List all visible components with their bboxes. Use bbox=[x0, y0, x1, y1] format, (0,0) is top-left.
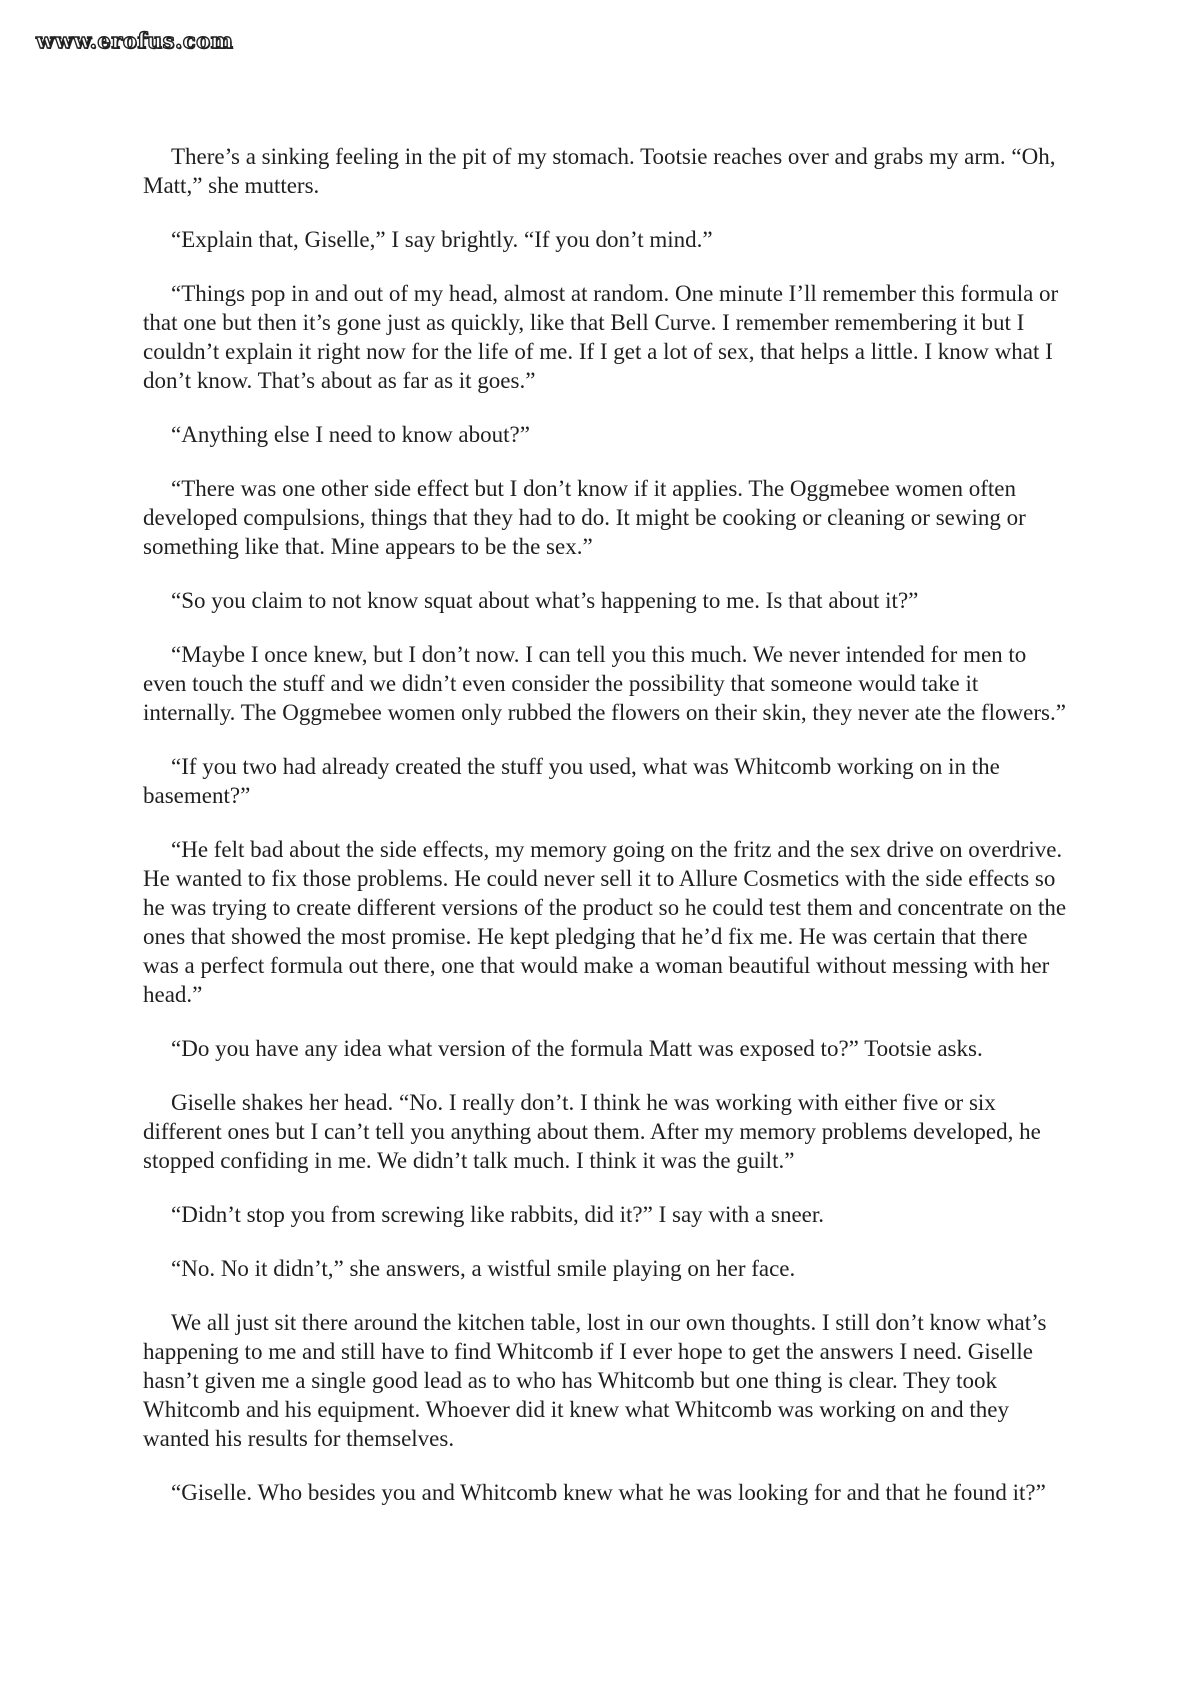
paragraph: “Giselle. Who besides you and Whitcomb knew what he was looking for and that he found it?” bbox=[171, 1480, 1046, 1505]
paragraph: “He felt bad about the side effects, my memory going on the fritz and the sex drive on overdrive. He wanted to fix those problems. He could never sell it to Allure Cosmetics with the side effects so he was trying to create different versions of the product so he could test them and concentrate on the ones that showed the most promise. He kept pledging that he’d fix me. He was certain that there was a perfect formula out there, one that would make a woman beautiful without messing with her head.” bbox=[143, 837, 1067, 1007]
paragraph: “There was one other side effect but I don’t know if it applies. The Oggmebee women often developed compulsions, things that they had to do. It might be cooking or cleaning or sewing or something like that. Mine appears to be the sex.” bbox=[143, 476, 1026, 559]
page-text bbox=[143, 142, 1069, 1532]
watermark: www.erofus.com bbox=[36, 28, 234, 53]
paragraph: “Explain that, Giselle,” I say brightly. “If you don’t mind.” bbox=[171, 227, 713, 252]
paragraph: “Maybe I once knew, but I don’t now. I can tell you this much. We never intended for men to even touch the stuff and we didn’t even consider the possibility that someone would take it internally. The Oggmebee women only rubbed the flowers on their skin, they never ate the flowers.” bbox=[143, 642, 1066, 725]
paragraph: “If you two had already created the stuff you used, what was Whitcomb working on in the basement?” bbox=[143, 754, 1000, 808]
paragraph: “Anything else I need to know about?” bbox=[171, 422, 530, 447]
paragraph: We all just sit there around the kitchen table, lost in our own thoughts. I still don’t know what’s happening to me and still have to find Whitcomb if I ever hope to get the answers I need. Giselle hasn’t given me a single good lead as to who has Whitcomb but one thing is clear. They took Whitcomb and his equipment. Whoever did it knew what Whitcomb was working on and they wanted his results for themselves. bbox=[143, 1310, 1047, 1451]
paragraph: “Didn’t stop you from screwing like rabbits, did it?” I say with a sneer. bbox=[171, 1202, 825, 1227]
paragraph: There’s a sinking feeling in the pit of my stomach. Tootsie reaches over and grabs my arm. “Oh, Matt,” she mutters. bbox=[143, 144, 1056, 198]
paragraph: “Do you have any idea what version of the formula Matt was exposed to?” Tootsie asks. bbox=[171, 1036, 983, 1061]
paragraph: “No. No it didn’t,” she answers, a wistful smile playing on her face. bbox=[171, 1256, 796, 1281]
paragraph: “Things pop in and out of my head, almost at random. One minute I’ll remember this formula or that one but then it’s gone just as quickly, like that Bell Curve. I remember remembering it but I couldn’t explain it right now for the life of me. If I get a lot of sex, that helps a little. I know what I don’t know. That’s about as far as it goes.” bbox=[143, 281, 1059, 393]
paragraph: Giselle shakes her head. “No. I really don’t. I think he was working with either five or six different ones but I can’t tell you anything about them. After my memory problems developed, he stopped confiding in me. We didn’t talk much. I think it was the guilt.” bbox=[143, 1090, 1041, 1173]
paragraph: “So you claim to not know squat about what’s happening to me. Is that about it?” bbox=[171, 588, 919, 613]
